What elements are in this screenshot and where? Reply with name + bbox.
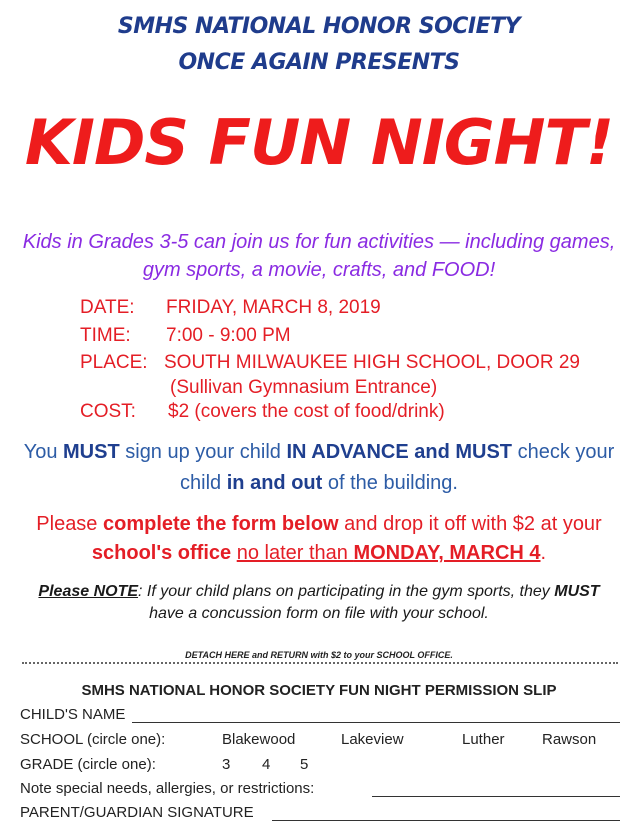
time-value: 7:00 - 9:00 PM [166,325,291,346]
school-option-rawson[interactable]: Rawson [542,731,597,748]
school-option-luther[interactable]: Luther [462,731,505,748]
time-row [80,325,291,347]
grade-label: GRADE (circle one): [20,756,156,773]
grade-option-4[interactable]: 4 [262,756,271,773]
time-label: TIME: [80,325,131,346]
school-label: SCHOOL (circle one): [20,731,166,748]
special-needs-field[interactable] [372,796,620,797]
cost-value: $2 (covers the cost of food/drink) [168,401,445,422]
signup-notice: You MUST sign up your child IN ADVANCE and MUST check your child in and out of the building. [23,441,615,494]
signature-field[interactable] [272,820,620,821]
school-option-blakewood[interactable]: Blakewood [222,731,296,748]
complete-form-notice: Please complete the form below and drop it off with $2 at your school's office no later than MONDAY, MARCH 4. [36,513,602,564]
signature-label: PARENT/GUARDIAN SIGNATURE [20,804,254,821]
special-needs-label: Note special needs, allergies, or restrictions: [20,780,315,797]
date-label: DATE: [80,297,135,318]
date-row [80,297,381,319]
detach-divider [22,662,618,664]
school-option-lakeview[interactable]: Lakeview [341,731,404,748]
child-name-label: CHILD'S NAME [20,706,126,723]
date-value: FRIDAY, MARCH 8, 2019 [166,297,381,318]
concussion-note: Please NOTE: If your child plans on participating in the gym sports, they MUST have a concussion form on file with your school. [38,583,600,622]
place-row [80,352,580,374]
page-title: KIDS FUN NIGHT! [24,106,614,179]
cost-row [80,401,445,423]
place-subtext: (Sullivan Gymnasium Entrance) [170,377,438,398]
grade-option-5[interactable]: 5 [300,756,309,773]
place-value: SOUTH MILWAUKEE HIGH SCHOOL, DOOR 29 [164,352,580,373]
intro-text: Kids in Grades 3-5 can join us for fun activities — including games, gym sports, a movie, crafts, and FOOD! [22,231,616,281]
cost-label: COST: [80,401,136,422]
detach-instruction: DETACH HERE and RETURN with $2 to your SCHOOL OFFICE. [185,650,453,660]
grade-option-3[interactable]: 3 [222,756,231,773]
slip-title: SMHS NATIONAL HONOR SOCIETY FUN NIGHT PERMISSION SLIP [81,682,557,699]
place-label: PLACE: [80,352,148,373]
header-line-2: ONCE AGAIN PRESENTS [178,50,460,75]
header-line-1: SMHS NATIONAL HONOR SOCIETY [117,14,521,39]
child-name-field[interactable] [132,722,620,723]
